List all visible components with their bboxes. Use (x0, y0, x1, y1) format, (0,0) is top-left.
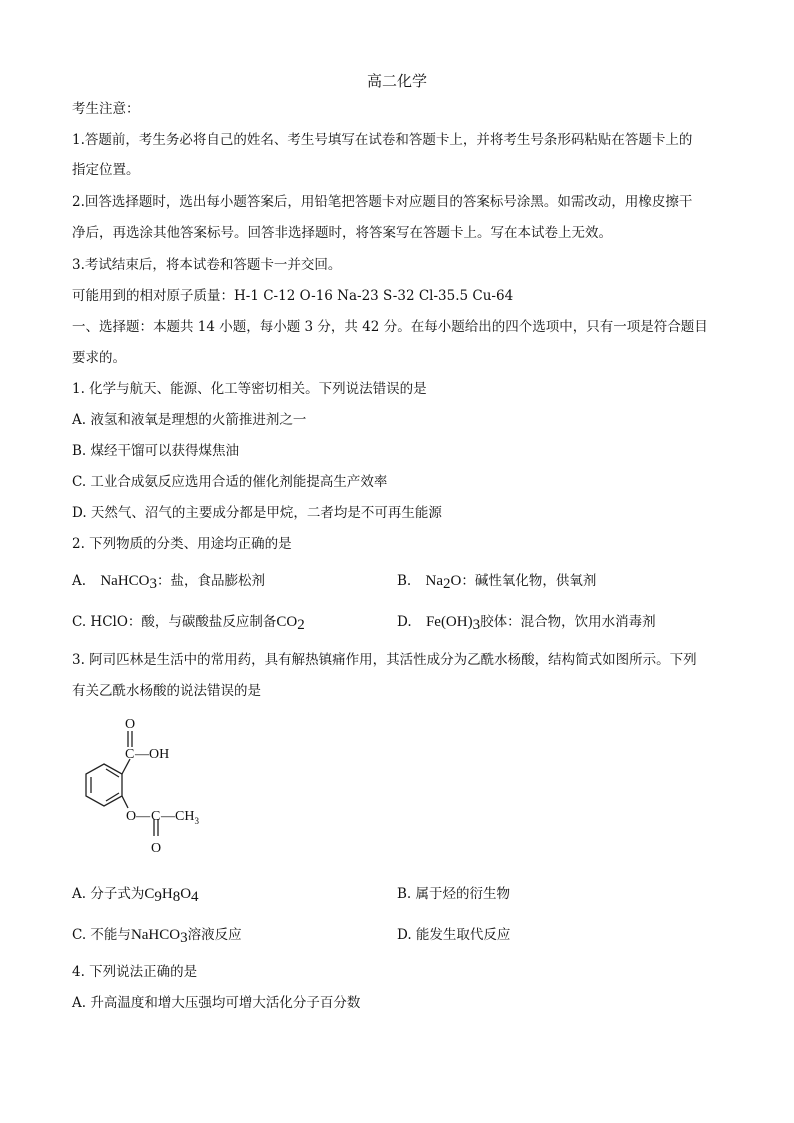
notice-item-1-line-1: 1.答题前，考生务必将自己的姓名、考生号填写在试卷和答题卡上，并将考生号条形码粘贴在答题卡上的 (72, 132, 693, 148)
q2-b-label: B. (397, 573, 412, 589)
ring-to-ester-bond (122, 796, 128, 808)
q4-option-a: A. 升高温度和增大压强均可增大活化分子百分数 (72, 995, 361, 1011)
notice-heading: 考生注意： (72, 101, 140, 117)
q3-option-a (72, 885, 199, 903)
notice-item-3: 3.考试结束后，将本试卷和答题卡一并交回。 (72, 257, 342, 273)
q2-d-text: 胶体：混合物，饮用水消毒剂 (480, 614, 656, 630)
q3-stem-line-2: 有关乙酰水杨酸的说法错误的是 (72, 683, 261, 699)
atom-o-bottom: O (151, 841, 162, 856)
group-ch3-sub: 3 (194, 816, 199, 826)
q2-d-sub: 3 (472, 617, 481, 633)
q2-option-d (397, 613, 656, 631)
q3-c-formula: NaHCO (130, 927, 181, 943)
group-oh: —OH (135, 747, 170, 762)
q1-option-d: D. 天然气、沼气的主要成分都是甲烷，二者均是不可再生能源 (72, 505, 442, 521)
q3-a-c: C (144, 886, 155, 902)
q4-stem: 4. 下列说法正确的是 (72, 964, 198, 980)
section-1-line-2: 要求的。 (72, 350, 126, 366)
q1-option-b: B. 煤经干馏可以获得煤焦油 (72, 443, 240, 459)
group-ch3-text: —CH (161, 809, 195, 824)
q3-a-o: O (180, 886, 192, 902)
q3-c-text-2: 溶液反应 (187, 927, 242, 943)
q2-c-sub: 2 (297, 617, 305, 633)
q3-a-h-sub: 8 (172, 889, 181, 905)
q2-c-text: C. HClO：酸，与碳酸盐反应制备 (72, 614, 277, 630)
q3-a-c-sub: 9 (154, 889, 162, 905)
q3-option-b: B. 属于烃的衍生物 (397, 886, 511, 902)
q2-stem: 2. 下列物质的分类、用途均正确的是 (72, 536, 292, 552)
atom-o-ester: O— (126, 809, 151, 824)
notice-item-1-line-2: 指定位置。 (72, 162, 140, 178)
q1-option-a: A. 液氢和液氧是理想的火箭推进剂之一 (72, 412, 307, 428)
group-ch3 (160, 809, 199, 826)
q2-d-label: D. (397, 614, 412, 630)
q2-d-formula: Fe(OH) (425, 614, 473, 630)
atomic-masses: 可能用到的相对原子质量：H-1 C-12 O-16 Na-23 S-32 Cl-35.5 Cu-64 (72, 288, 514, 304)
q3-a-text: A. 分子式为 (72, 886, 145, 902)
q2-c-formula: CO (276, 614, 298, 630)
q3-stem-line-1: 3. 阿司匹林是生活中的常用药，具有解热镇痛作用，其活性成分为乙酰水杨酸，结构简式如图所示。下列 (72, 652, 697, 668)
q2-b-sub: 2 (443, 576, 451, 592)
q2-option-a (72, 572, 265, 590)
acetylsalicylic-acid-structure (70, 712, 230, 862)
atom-o-top: O (125, 717, 136, 732)
q3-c-text-1: C. 不能与 (72, 927, 131, 943)
q1-option-c: C. 工业合成氨反应选用合适的催化剂能提高生产效率 (72, 474, 388, 490)
q2-b-text: ：碱性氧化物，供氧剂 (461, 573, 597, 589)
q2-a-formula: NaHCO (100, 573, 150, 589)
atom-c-ester: C (151, 809, 161, 824)
benzene-ring (86, 764, 122, 806)
q3-c-sub: 3 (180, 930, 188, 946)
q2-option-c (72, 613, 305, 631)
q2-option-b (397, 572, 596, 590)
q3-a-h: H (161, 886, 173, 902)
benzene-double-bond-3 (106, 769, 119, 777)
page-title: 高二化学 (366, 72, 427, 90)
q2-b-formula: Na (425, 573, 444, 589)
notice-item-2-line-1: 2.回答选择题时，选出每小题答案后，用铅笔把答题卡对应题目的答案标号涂黑。如需改动，用橡皮擦干 (72, 194, 693, 210)
atom-c-top: C (125, 747, 135, 762)
section-1-line-1: 一、选择题：本题共 14 小题，每小题 3 分，共 42 分。在每小题给出的四个选项中，只有一项是符合题目 (72, 319, 708, 335)
q2-a-text: ：盐，食品膨松剂 (157, 573, 266, 589)
q2-b-formula-2: O (450, 573, 462, 589)
q3-option-c (72, 926, 242, 944)
q2-a-sub: 3 (149, 576, 158, 592)
q3-a-o-sub: 4 (191, 889, 199, 905)
q2-a-label: A. (72, 573, 87, 589)
q3-option-d: D. 能发生取代反应 (397, 927, 511, 943)
q1-stem: 1. 化学与航天、能源、化工等密切相关。下列说法错误的是 (72, 381, 427, 397)
benzene-double-bond-2 (106, 793, 119, 801)
notice-item-2-line-2: 净后，再选涂其他答案标号。回答非选择题时，将答案写在答题卡上。写在本试卷上无效。 (72, 225, 612, 241)
